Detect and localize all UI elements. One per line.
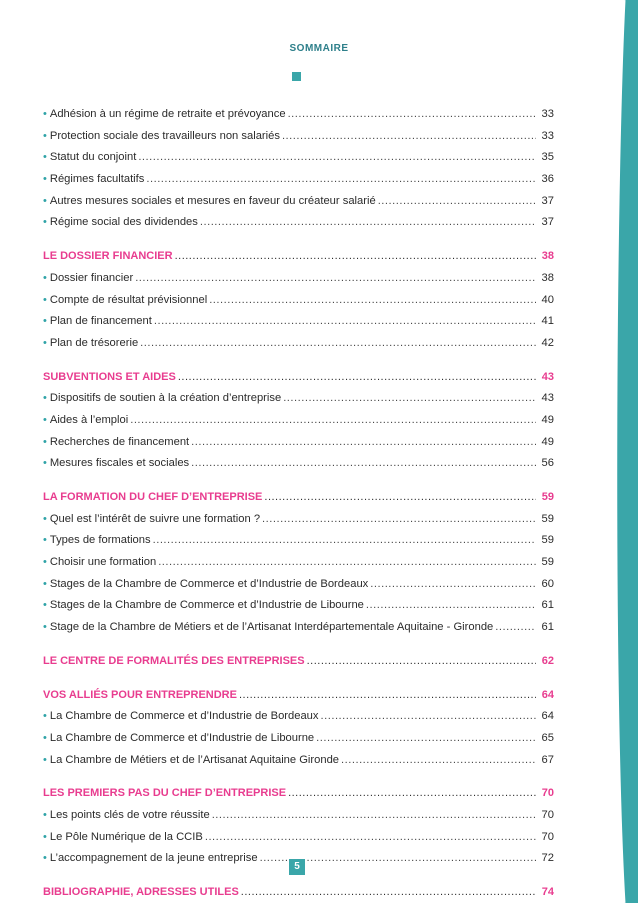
toc-entry[interactable]	[43, 578, 554, 600]
toc-label: Dossier financier	[49, 271, 134, 284]
toc-page-number: 38	[541, 271, 554, 284]
toc-entry[interactable]	[43, 556, 554, 578]
toc-page-number: 72	[541, 852, 554, 865]
toc-page-number: 43	[541, 392, 554, 405]
toc-label: La Chambre de Commerce et d’Industrie de Libourne	[49, 731, 315, 744]
toc-entry[interactable]	[43, 809, 554, 831]
dot-leader	[321, 710, 536, 722]
toc-page-number: 41	[541, 315, 554, 328]
table-of-contents	[43, 108, 554, 908]
bullet-icon: •	[43, 129, 47, 142]
toc-entry[interactable]	[43, 599, 554, 621]
toc-page-number: 33	[541, 129, 554, 142]
toc-entry[interactable]	[43, 732, 554, 754]
bullet-icon: •	[43, 271, 47, 284]
toc-label: Stage de la Chambre de Métiers et de l’Artisanat Interdépartementale Aquitaine - Gironde	[49, 621, 494, 634]
bullet-icon: •	[43, 808, 47, 821]
toc-label: Régimes facultatifs	[49, 173, 145, 186]
dot-leader	[212, 809, 536, 821]
toc-entry[interactable]	[43, 151, 554, 173]
section-gap	[43, 775, 554, 787]
toc-label: Les points clés de votre réussite	[49, 808, 210, 821]
bullet-icon: •	[43, 753, 47, 766]
toc-page-number: 67	[541, 753, 554, 766]
toc-label: Plan de financement	[49, 315, 152, 328]
toc-section-heading[interactable]	[43, 886, 554, 908]
toc-page-number: 61	[541, 621, 554, 634]
toc-entry[interactable]	[43, 831, 554, 853]
bullet-icon: •	[43, 830, 47, 843]
page-edge-decoration	[594, 0, 638, 903]
toc-page-number: 74	[541, 886, 554, 898]
toc-label: Aides à l’emploi	[49, 413, 129, 426]
dot-leader	[135, 272, 536, 284]
toc-page-number: 59	[541, 534, 554, 547]
toc-label: Dispositifs de soutien à la création d’entreprise	[49, 392, 282, 405]
dot-leader	[154, 315, 536, 327]
toc-section-heading[interactable]	[43, 655, 554, 677]
toc-entry[interactable]	[43, 108, 554, 130]
bullet-icon: •	[43, 710, 47, 723]
toc-page-number: 70	[541, 830, 554, 843]
dot-leader	[366, 599, 536, 611]
toc-page-number: 37	[541, 194, 554, 207]
bullet-icon: •	[43, 413, 47, 426]
toc-label: Types de formations	[49, 534, 151, 547]
section-gap	[43, 874, 554, 886]
bullet-icon: •	[43, 621, 47, 634]
toc-page-number: 35	[541, 151, 554, 164]
toc-entry[interactable]	[43, 195, 554, 217]
bullet-icon: •	[43, 556, 47, 569]
toc-label: BIBLIOGRAPHIE, ADRESSES UTILES	[43, 886, 239, 898]
toc-entry[interactable]	[43, 621, 554, 643]
dot-leader	[146, 173, 536, 185]
toc-label: Choisir une formation	[49, 556, 157, 569]
dot-leader	[205, 831, 536, 843]
toc-page-number: 70	[541, 808, 554, 821]
dot-leader	[283, 392, 536, 404]
dot-leader	[288, 787, 536, 799]
bullet-icon: •	[43, 731, 47, 744]
toc-entry[interactable]	[43, 710, 554, 732]
toc-label: Mesures fiscales et sociales	[49, 457, 190, 470]
dot-leader	[378, 195, 536, 207]
bullet-icon: •	[43, 534, 47, 547]
toc-label: LE DOSSIER FINANCIER	[43, 250, 173, 263]
dot-leader	[239, 689, 536, 701]
toc-label: Autres mesures sociales et mesures en faveur du créateur salarié	[49, 194, 376, 207]
toc-entry[interactable]	[43, 414, 554, 436]
toc-label: Adhésion à un régime de retraite et prévoyance	[49, 108, 286, 120]
toc-label: La Chambre de Métiers et de l’Artisanat Aquitaine Gironde	[49, 753, 340, 766]
toc-page-number: 60	[541, 577, 554, 590]
toc-entry[interactable]	[43, 513, 554, 535]
section-gap	[43, 238, 554, 250]
dot-leader	[341, 754, 536, 766]
toc-label: Statut du conjoint	[49, 151, 137, 164]
dot-leader	[209, 294, 536, 306]
bullet-icon: •	[43, 599, 47, 612]
dot-leader	[316, 732, 536, 744]
toc-entry[interactable]	[43, 272, 554, 294]
dot-leader	[282, 130, 536, 142]
section-gap	[43, 643, 554, 655]
toc-label: La Chambre de Commerce et d’Industrie de Bordeaux	[49, 710, 319, 723]
bullet-icon: •	[43, 852, 47, 865]
toc-page-number: 59	[541, 556, 554, 569]
toc-entry[interactable]	[43, 315, 554, 337]
toc-label: Stages de la Chambre de Commerce et d’Industrie de Bordeaux	[49, 577, 369, 590]
bullet-icon: •	[43, 392, 47, 405]
toc-label: Plan de trésorerie	[49, 336, 139, 349]
page-title: SOMMAIRE	[289, 43, 349, 54]
toc-entry[interactable]	[43, 216, 554, 238]
toc-label: Compte de résultat prévisionnel	[49, 293, 208, 306]
bullet-icon: •	[43, 151, 47, 164]
toc-entry[interactable]	[43, 457, 554, 479]
toc-page-number: 36	[541, 173, 554, 186]
dot-leader	[175, 250, 536, 262]
dot-leader	[153, 534, 536, 546]
bullet-icon: •	[43, 435, 47, 448]
bullet-icon: •	[43, 216, 47, 229]
dot-leader	[130, 414, 536, 426]
toc-page-number: 59	[541, 512, 554, 525]
toc-entry[interactable]	[43, 294, 554, 316]
toc-page-number: 64	[541, 710, 554, 723]
bullet-icon: •	[43, 108, 47, 120]
toc-page-number: 33	[541, 108, 554, 120]
toc-page-number: 37	[541, 216, 554, 229]
dot-leader	[307, 655, 536, 667]
toc-page-number: 49	[541, 413, 554, 426]
bullet-icon: •	[43, 293, 47, 306]
toc-entry[interactable]	[43, 130, 554, 152]
toc-page-number: 49	[541, 435, 554, 448]
dot-leader	[288, 108, 536, 120]
toc-section-heading[interactable]	[43, 371, 554, 393]
page-number: 5	[289, 859, 305, 875]
dot-leader	[140, 337, 536, 349]
toc-page-number: 64	[541, 688, 554, 701]
toc-label: Stages de la Chambre de Commerce et d’Industrie de Libourne	[49, 599, 364, 612]
toc-label: L’accompagnement de la jeune entreprise	[49, 852, 258, 865]
dot-leader	[241, 886, 536, 898]
toc-page-number: 42	[541, 336, 554, 349]
toc-entry[interactable]	[43, 534, 554, 556]
toc-label: Quel est l’intérêt de suivre une formation ?	[49, 512, 261, 525]
toc-entry[interactable]	[43, 436, 554, 458]
title-square-icon	[292, 72, 301, 81]
toc-label: Régime social des dividendes	[49, 216, 198, 229]
toc-label: SUBVENTIONS ET AIDES	[43, 370, 176, 383]
toc-page-number: 65	[541, 731, 554, 744]
toc-page-number: 43	[541, 370, 554, 383]
toc-page-number: 61	[541, 599, 554, 612]
section-gap	[43, 359, 554, 371]
toc-label: Recherches de financement	[49, 435, 190, 448]
dot-leader	[191, 457, 536, 469]
toc-entry[interactable]	[43, 754, 554, 776]
dot-leader	[178, 371, 536, 383]
toc-page-number: 62	[541, 654, 554, 667]
dot-leader	[138, 151, 536, 163]
section-gap	[43, 479, 554, 491]
toc-entry[interactable]	[43, 392, 554, 414]
toc-label: LE CENTRE DE FORMALITÉS DES ENTREPRISES	[43, 654, 305, 667]
toc-section-heading[interactable]	[43, 787, 554, 809]
toc-page-number: 38	[541, 250, 554, 263]
bullet-icon: •	[43, 315, 47, 328]
toc-section-heading[interactable]	[43, 689, 554, 711]
toc-page-number: 70	[541, 787, 554, 800]
dot-leader	[191, 436, 536, 448]
dot-leader	[370, 578, 536, 590]
dot-leader	[495, 621, 536, 633]
toc-page-number: 59	[541, 491, 554, 503]
bullet-icon: •	[43, 512, 47, 525]
toc-label: LES PREMIERS PAS DU CHEF D’ENTREPRISE	[43, 787, 287, 800]
bullet-icon: •	[43, 194, 47, 207]
bullet-icon: •	[43, 457, 47, 470]
toc-page-number: 56	[541, 457, 554, 470]
toc-section-heading[interactable]	[43, 491, 554, 513]
dot-leader	[158, 556, 536, 568]
dot-leader	[200, 216, 536, 228]
section-gap	[43, 677, 554, 689]
toc-page-number: 40	[541, 293, 554, 306]
dot-leader	[264, 491, 536, 503]
toc-entry[interactable]	[43, 173, 554, 195]
toc-label: LA FORMATION DU CHEF D’ENTREPRISE	[43, 491, 263, 503]
toc-label: Protection sociale des travailleurs non salariés	[49, 129, 280, 142]
toc-section-heading[interactable]	[43, 250, 554, 272]
dot-leader	[262, 513, 536, 525]
toc-entry[interactable]	[43, 337, 554, 359]
bullet-icon: •	[43, 577, 47, 590]
toc-label: Le Pôle Numérique de la CCIB	[49, 830, 203, 843]
bullet-icon: •	[43, 336, 47, 349]
bullet-icon: •	[43, 173, 47, 186]
toc-label: VOS ALLIÉS POUR ENTREPRENDRE	[43, 688, 237, 701]
